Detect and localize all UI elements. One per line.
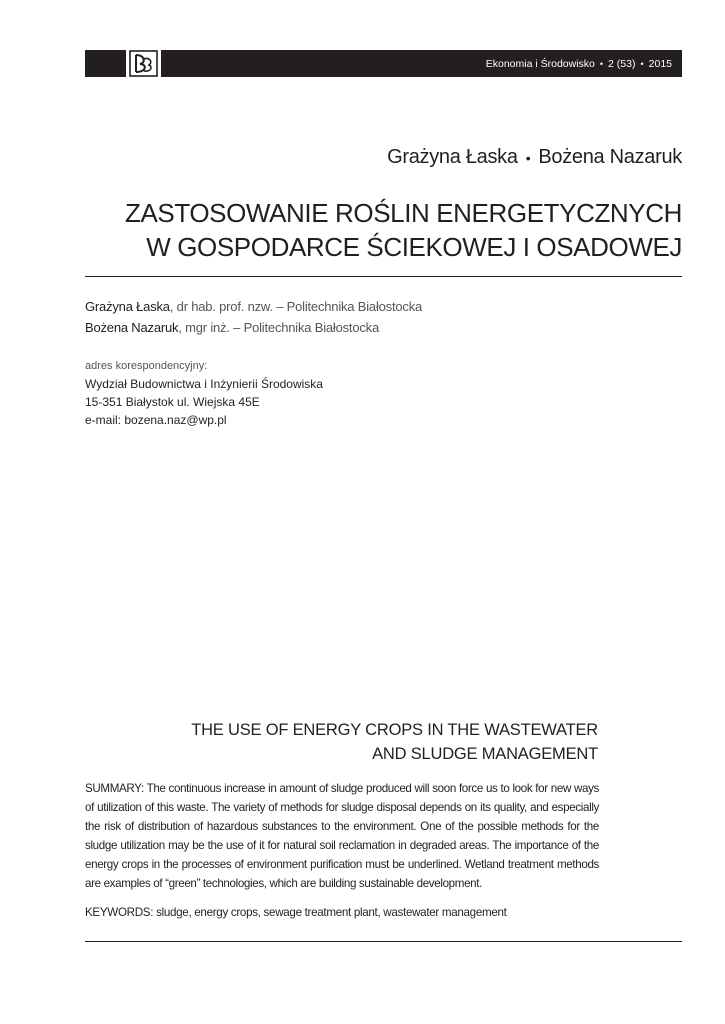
affiliation-details: , dr hab. prof. nzw. – Politechnika Białostocka	[169, 299, 423, 314]
journal-logo-icon	[129, 50, 158, 77]
journal-header	[161, 50, 682, 77]
affiliation-1	[85, 299, 422, 314]
journal-issue: 2 (53)	[608, 57, 636, 70]
author-separator: •	[525, 149, 531, 166]
affiliation-name: Bożena Nazaruk	[85, 320, 179, 335]
affiliation-2	[85, 320, 379, 335]
correspondence-label: adres korespondencyjny:	[85, 360, 208, 372]
journal-year: 2015	[648, 57, 672, 70]
title-divider	[85, 276, 682, 277]
address-line: 15-351 Białystok ul. Wiejska 45E	[85, 395, 260, 409]
authors-line	[387, 146, 682, 169]
email-link[interactable]: e-mail: bozena.naz@wp.pl	[85, 413, 227, 427]
english-title	[118, 718, 598, 766]
keywords: KEYWORDS: sludge, energy crops, sewage treatment plant, wastewater management	[85, 906, 507, 919]
title-line-2: W GOSPODARCE ŚCIEKOWEJ I OSADOWEJ	[146, 232, 682, 262]
journal-name: Ekonomia i Środowisko	[485, 57, 595, 70]
affiliation-name: Grażyna Łaska	[85, 299, 170, 314]
affiliation-details: , mgr inż. – Politechnika Białostocka	[178, 320, 380, 335]
header-separator: •	[640, 58, 644, 69]
english-title-line-2: AND SLUDGE MANAGEMENT	[372, 745, 598, 763]
summary-paragraph: SUMMARY: The continuous increase in amount of sludge produced will soon force us to look for new ways of utilization of this waste. The variety of methods for sludge disposal depends on its quality, and especially the risk of distribution of hazardous substances to the environment. One of the possible methods for the sludge utilization may be the use of it for natural soil reclamation in degraded areas. The importance of the energy crops in the processes of environment purification must be underlined. Wetland treatment methods are examples of “green” technologies, which are building sustainable development.	[85, 782, 599, 890]
header-bar-left	[85, 50, 126, 77]
article-title	[82, 196, 682, 264]
english-title-line-1: THE USE OF ENERGY CROPS IN THE WASTEWATER	[191, 721, 598, 739]
title-line-1: ZASTOSOWANIE ROŚLIN ENERGETYCZNYCH	[124, 198, 682, 228]
header-separator: •	[599, 58, 604, 69]
author-2: Bożena Nazaruk	[538, 146, 682, 168]
address-line: Wydział Budownictwa i Inżynierii Środowiska	[85, 377, 323, 391]
author-1: Grażyna Łaska	[387, 146, 518, 168]
bottom-divider	[85, 941, 682, 942]
